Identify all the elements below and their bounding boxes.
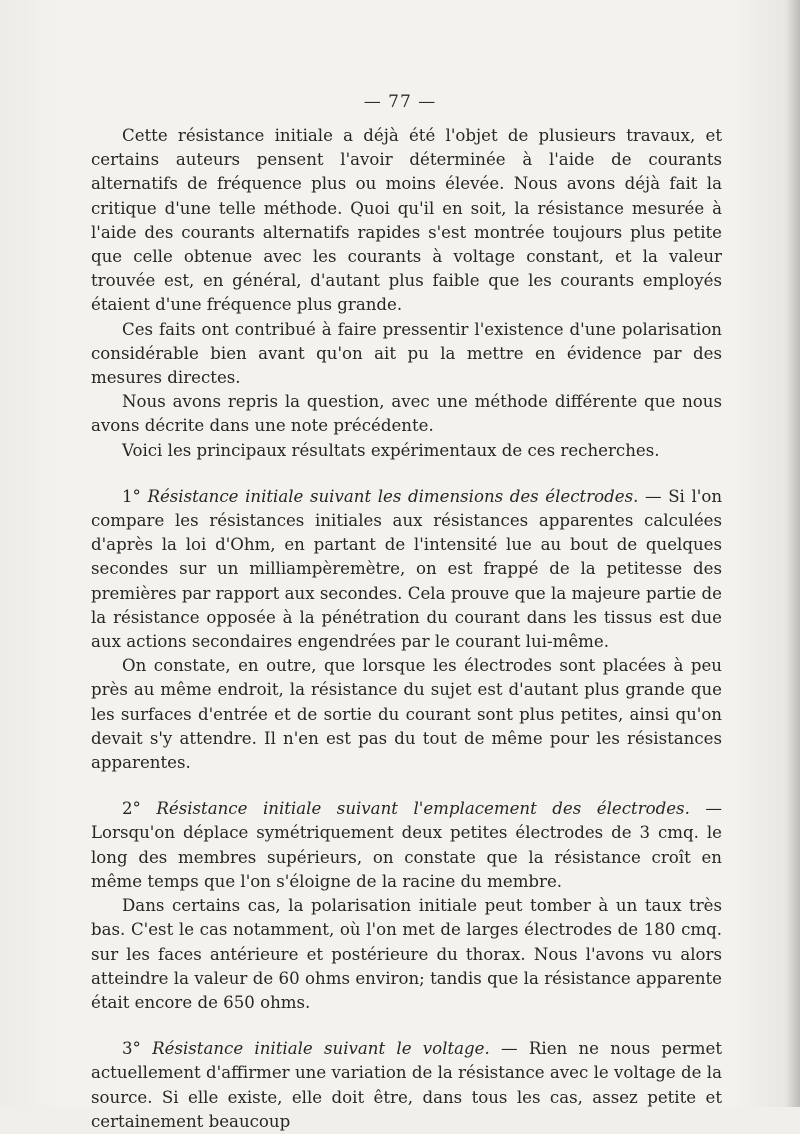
body-text [91,124,722,1134]
page-edge-shadow [786,0,800,1107]
section-heading: Résistance initiale suivant le voltage. [152,1039,490,1059]
section-dash: — [501,1039,518,1059]
paragraph: Cette résistance initiale a déjà été l'objet de plusieurs travaux, et certains auteurs pensent l'avoir déterminée à l'aide de courants alternatifs de fréquence plus ou moins élevée. Nous avons déjà fait la critique d'une telle méthode. Quoi qu'il en soit, la résistance mesurée à l'aide des courants alternatifs rapides s'est montrée toujours plus petite que celle obtenue avec les courants à voltage constant, et la valeur trouvée est, en général, d'autant plus faible que les courants employés étaient d'une fréquence plus grande. [91,126,722,315]
section-dash: — [705,799,722,819]
section-3-paragraph [91,1037,722,1134]
paragraph: On constate, en outre, que lorsque les électrodes sont placées à peu près au même endroit, la résistance du sujet est d'autant plus grande que les surfaces d'entrée et de sortie du courant sont plus petites, ainsi qu'on devait s'y attendre. Il n'en est pas du tout de même pour les résistances apparentes. [91,656,722,773]
section-heading: Résistance initiale suivant les dimensions des électrodes. [147,486,639,506]
section-dash: — [644,486,662,506]
section-text: Rien ne nous permet actuellement d'affirmer une variation de la résistance avec le voltage de la source. Si elle existe, elle doit être, dans tous les cas, assez petite et certainement beaucoup [91,1039,723,1131]
paragraph: Ces faits ont contribué à faire pressentir l'existence d'une polarisation considérable bien avant qu'on ait pu la mettre en évidence par des mesures directes. [91,319,722,388]
section-text: Lorsqu'on déplace symétriquement deux petites électrodes de 3 cmq. le long des membres supérieurs, on constate que la résistance croît en même temps que l'on s'éloigne de la racine du membre. [91,823,722,891]
section-1-paragraph [91,485,722,654]
section-text: Si l'on compare les résistances initiales aux résistances apparentes calculées d'après la loi d'Ohm, en partant de l'intensité lue au bout de quelques secondes sur un milliampèremètre, on est frappé de la petitesse des premières par rapport aux secondes. Cela prouve que la majeure partie de la résistance opposée à la pénétration du courant dans les tissus est due aux actions secondaires engendrées par le courant lui-même. [91,486,723,652]
section-number: 1° [122,486,141,506]
section-heading: Résistance initiale suivant l'emplacement des électrodes. [156,799,690,819]
paragraph: Dans certains cas, la polarisation initiale peut tomber à un taux très bas. C'est le cas notamment, où l'on met de larges électrodes de 180 cmq. sur les faces antérieure et postérieure du thorax. Nous l'avons vu alors atteindre la valeur de 60 ohms environ; tandis que la résistance apparente était encore de 650 ohms. [91,896,722,1012]
section-number: 3° [122,1039,141,1059]
paragraph: Nous avons repris la question, avec une méthode différente que nous avons décrite dans une note précédente. [91,392,722,436]
page-number: — 77 — [363,92,437,112]
paragraph: Voici les principaux résultats expérimentaux de ces recherches. [122,440,660,460]
section-number: 2° [122,799,141,819]
section-2-paragraph [91,797,722,894]
